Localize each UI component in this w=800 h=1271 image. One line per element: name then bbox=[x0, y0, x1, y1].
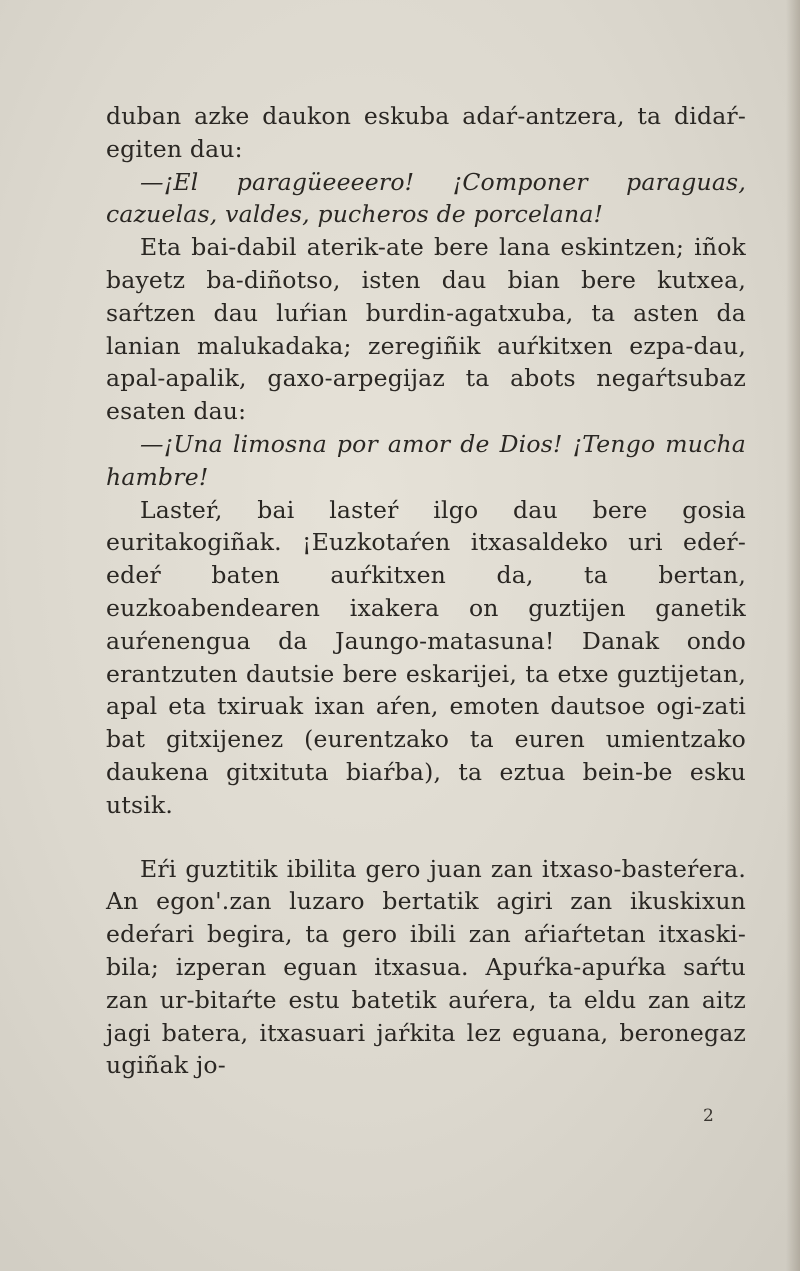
paragraph-6: Eŕi guztitik ibilita gero juan zan itxaso-basteŕera. An egon'.zan luzaro bertatik agiri zan ikuskixun edeŕari begira, ta gero ibili zan aŕiaŕtetan itxaski-bila; izperan eguan itxasua. Apuŕka-apuŕka saŕtu zan ur-bitaŕte estu batetik auŕera, ta eldu zan aitz jagi batera, itxasuari jaŕkita lez eguana, beronegaz ugiñak jo- bbox=[106, 854, 746, 1080]
paragraph-2-quote: —¡El paragüeeeero! ¡Componer paraguas, cazuelas, valdes, pucheros de porcelana! bbox=[106, 167, 746, 229]
paragraph-4-quote: —¡Una limosna por amor de Dios! ¡Tengo mucha hambre! bbox=[106, 429, 746, 491]
paragraph-1: duban azke daukon eskuba adaŕ-antzera, ta didaŕ-egiten dau: bbox=[106, 102, 746, 163]
page-number: 2 bbox=[703, 1106, 714, 1126]
paragraph-5: Lasteŕ, bai lasteŕ ilgo dau bere gosia euritakogiñak. ¡Euzkotaŕen itxasaldeko uri edeŕ-edeŕ baten auŕkitxen da, ta bertan, euzkoabendearen ixakera on guztijen ganetik auŕenengua da Jaungo-matasuna! Danak ondo erantzuten dautsie bere eskarijei, ta etxe guztijetan, apal eta txiruak ixan aŕen, emoten dautsoe ogi-zati bat gitxijenez (eurentzako ta euren umientzako daukena gitxituta biaŕba), ta eztua bein-be esku utsik. bbox=[106, 495, 746, 819]
body-text bbox=[106, 100, 746, 1082]
paragraph-3: Eta bai-dabil aterik-ate bere lana eskintzen; iñok bayetz ba-diñotso, isten dau bian bere kutxea, saŕtzen dau luŕian burdin-agatxuba, ta asten da lanian malukadaka; zeregiñik auŕkitxen ezpa-dau, apal-apalik, gaxo-arpegijaz ta abots negaŕtsubaz esaten dau: bbox=[106, 233, 746, 426]
page-edge-shadow bbox=[786, 0, 800, 1271]
